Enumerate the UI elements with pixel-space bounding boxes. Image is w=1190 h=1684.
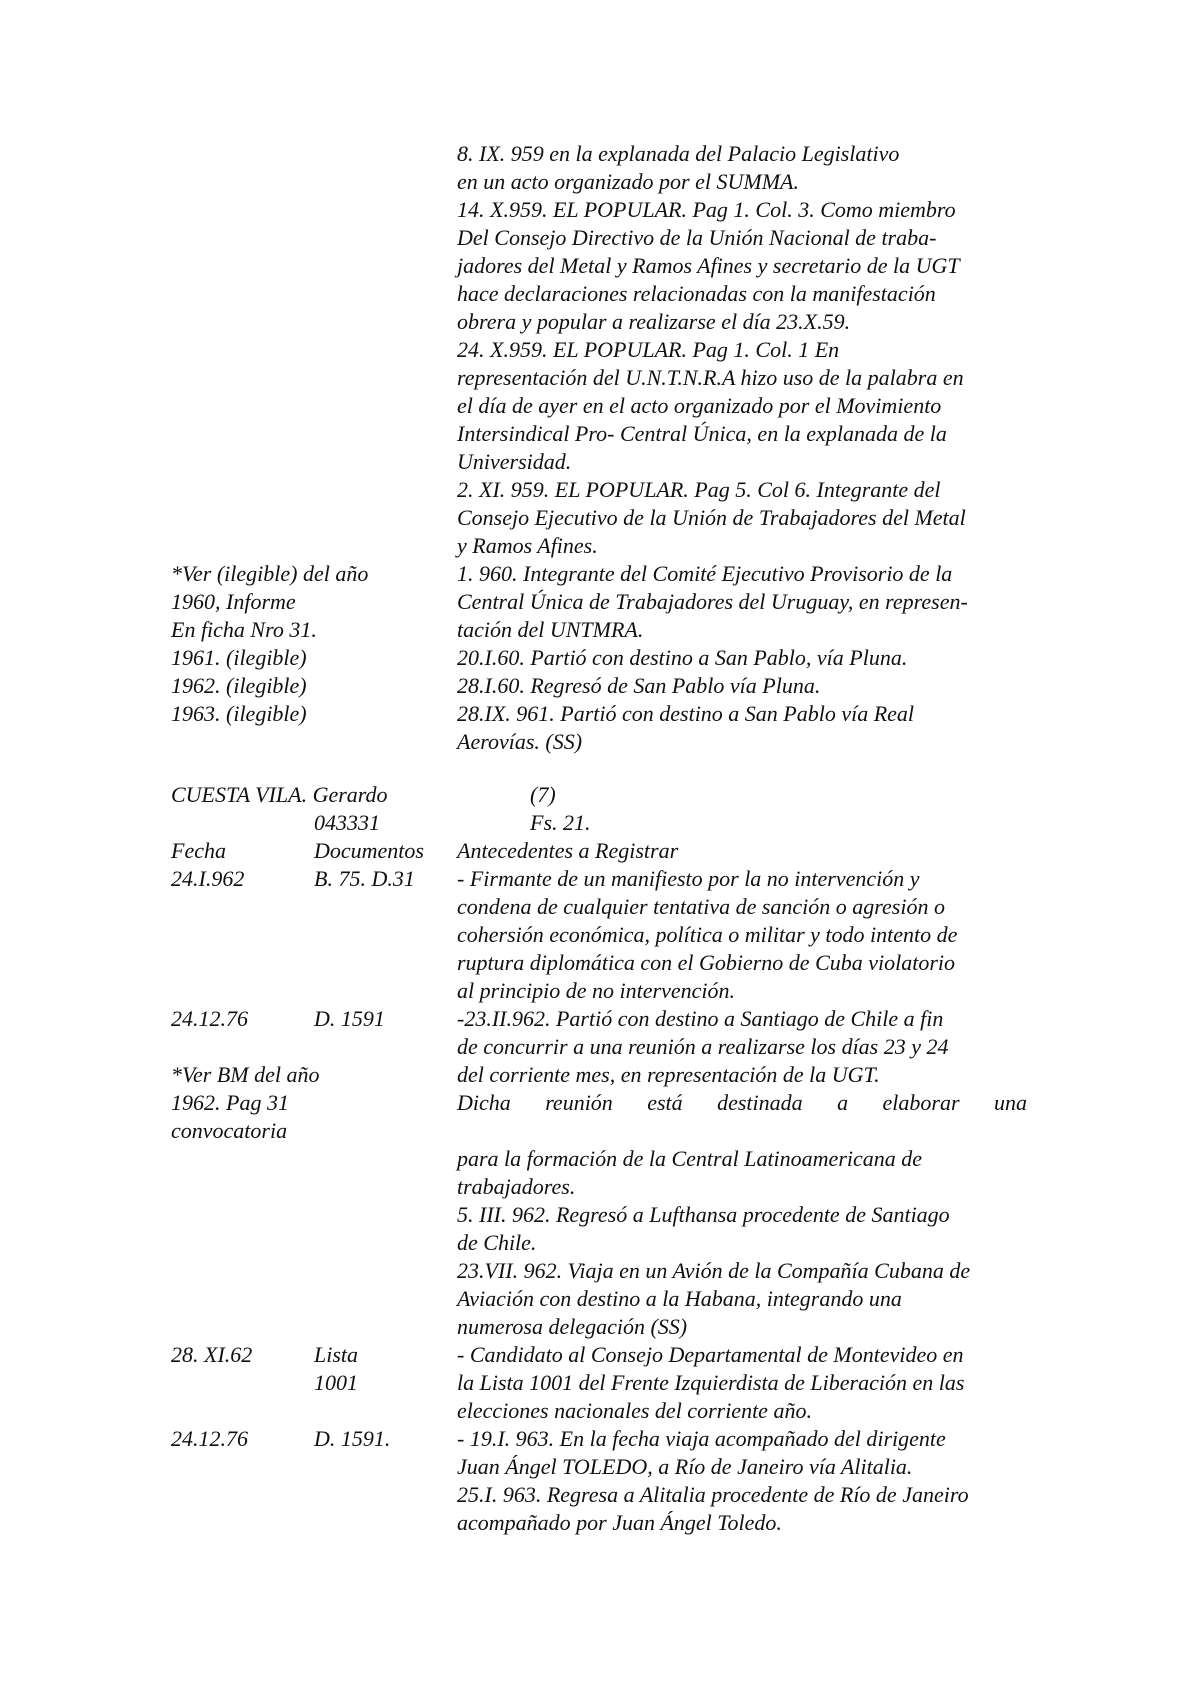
record-line: cohersión económica, política o militar y todo intento de [457, 922, 958, 947]
margin-note: 1962. (ilegible) [171, 673, 307, 698]
record-document: D. 1591 [314, 1006, 385, 1031]
margin-note: 1963. (ilegible) [171, 701, 307, 726]
subject-name: CUESTA VILA. Gerardo [171, 782, 388, 807]
antecedent-line: jadores del Metal y Ramos Afines y secretario de la UGT [457, 253, 960, 278]
antecedent-line: Consejo Ejecutivo de la Unión de Trabajadores del Metal [457, 505, 966, 530]
card-number: (7) [530, 782, 556, 807]
antecedent-line: 28.IX. 961. Partió con destino a San Pablo vía Real [457, 701, 915, 726]
record-line: acompañado por Juan Ángel Toledo. [457, 1510, 782, 1535]
record-line: para la formación de la Central Latinoamericana de [457, 1146, 923, 1171]
record-line: de concurrir a una reunión a realizarse los días 23 y 24 [457, 1034, 949, 1059]
record-line: - 19.I. 963. En la fecha viaja acompañado del dirigente [457, 1426, 946, 1451]
word: elaborar [882, 1090, 960, 1115]
column-header-antecedents: Antecedentes a Registrar [457, 838, 679, 863]
record-document: Lista [314, 1342, 359, 1367]
record-line: numerosa delegación (SS) [457, 1314, 688, 1339]
antecedent-line: hace declaraciones relacionadas con la manifestación [457, 281, 936, 306]
word: destinada [717, 1090, 803, 1115]
antecedent-line: 1. 960. Integrante del Comité Ejecutivo Provisorio de la [457, 561, 953, 586]
margin-note: *Ver (ilegible) del año [171, 561, 369, 586]
record-line: 23.VII. 962. Viaja en un Avión de la Compañía Cubana de [457, 1258, 971, 1283]
antecedent-line: en un acto organizado por el SUMMA. [457, 169, 799, 194]
column-header-date: Fecha [171, 838, 226, 863]
column-header-documents: Documentos [314, 838, 424, 863]
record-date: 28. XI.62 [171, 1342, 253, 1367]
antecedent-line: Aerovías. (SS) [457, 729, 583, 754]
record-line: condena de cualquier tentativa de sanción o agresión o [457, 894, 945, 919]
antecedent-line: representación del U.N.T.N.R.A hizo uso de la palabra en [457, 365, 964, 390]
antecedent-line: Intersindical Pro- Central Única, en la explanada de la [457, 421, 947, 446]
word: una [993, 1090, 1027, 1115]
antecedent-line: 24. X.959. EL POPULAR. Pag 1. Col. 1 En [457, 337, 840, 362]
folio: Fs. 21. [530, 810, 591, 835]
record-line: Aviación con destino a la Habana, integrando una [457, 1286, 902, 1311]
record-line: de Chile. [457, 1230, 537, 1255]
margin-note: 1960, Informe [171, 589, 296, 614]
antecedent-line: Universidad. [457, 449, 572, 474]
record-document: 1001 [314, 1370, 358, 1395]
margin-note: *Ver BM del año [171, 1062, 320, 1087]
word: Dicha [457, 1090, 511, 1115]
record-date: 24.I.962 [171, 866, 245, 891]
word: está [647, 1090, 683, 1115]
margin-note: 1962. Pag 31 [171, 1090, 289, 1115]
antecedent-line: 28.I.60. Regresó de San Pablo vía Pluna. [457, 673, 821, 698]
antecedent-line: 14. X.959. EL POPULAR. Pag 1. Col. 3. Como miembro [457, 197, 956, 222]
file-id: 043331 [314, 810, 380, 835]
margin-note: En ficha Nro 31. [171, 617, 317, 642]
record-line: - Firmante de un manifiesto por la no intervención y [457, 866, 920, 891]
antecedent-line: obrera y popular a realizarse el día 23.X.59. [457, 309, 851, 334]
record-line: al principio de no intervención. [457, 978, 735, 1003]
antecedent-line: tación del UNTMRA. [457, 617, 644, 642]
record-document: B. 75. D.31 [314, 866, 415, 891]
margin-note: convocatoria [171, 1118, 288, 1143]
record-document: D. 1591. [314, 1426, 391, 1451]
margin-note: 1961. (ilegible) [171, 645, 307, 670]
record-line: Juan Ángel TOLEDO, a Río de Janeiro vía Alitalia. [457, 1454, 913, 1479]
antecedent-line: y Ramos Afines. [457, 533, 598, 558]
record-line: elecciones nacionales del corriente año. [457, 1398, 812, 1423]
record-line: -23.II.962. Partió con destino a Santiago de Chile a fin [457, 1006, 944, 1031]
antecedent-line: 20.I.60. Partió con destino a San Pablo, vía Pluna. [457, 645, 908, 670]
antecedent-line: el día de ayer en el acto organizado por el Movimiento [457, 393, 942, 418]
record-line: 5. III. 962. Regresó a Lufthansa procedente de Santiago [457, 1202, 950, 1227]
record-line: - Candidato al Consejo Departamental de Montevideo en [457, 1342, 964, 1367]
word: a [837, 1090, 849, 1115]
record-line-justified [457, 1089, 1027, 1117]
word: reunión [545, 1090, 613, 1115]
antecedent-line: 2. XI. 959. EL POPULAR. Pag 5. Col 6. Integrante del [457, 477, 941, 502]
record-date: 24.12.76 [171, 1006, 248, 1031]
antecedent-line: Central Única de Trabajadores del Uruguay, en represen- [457, 589, 968, 614]
record-line: trabajadores. [457, 1174, 576, 1199]
record-line: ruptura diplomática con el Gobierno de Cuba violatorio [457, 950, 956, 975]
antecedent-line: Del Consejo Directivo de la Unión Nacional de traba- [457, 225, 937, 250]
record-line: la Lista 1001 del Frente Izquierdista de Liberación en las [457, 1370, 965, 1395]
record-date: 24.12.76 [171, 1426, 248, 1451]
record-line: del corriente mes, en representación de la UGT. [457, 1062, 880, 1087]
antecedent-line: 8. IX. 959 en la explanada del Palacio Legislativo [457, 141, 900, 166]
record-line: 25.I. 963. Regresa a Alitalia procedente de Río de Janeiro [457, 1482, 969, 1507]
